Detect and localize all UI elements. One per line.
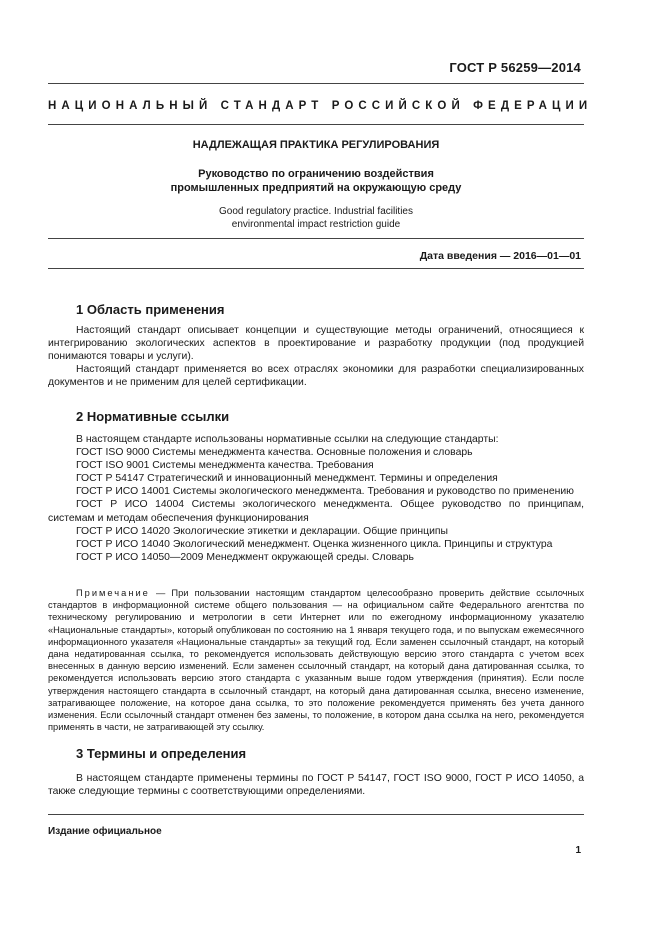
english-title-line: Good regulatory practice. Industrial facilities (219, 206, 413, 217)
page-number: 1 (575, 845, 581, 856)
edition-label: Издание официальное (48, 826, 162, 837)
reference-item: ГОСТ ISO 9001 Системы менеджмента качества. Требования (76, 460, 374, 472)
paragraph: Настоящий стандарт применяется во всех отраслях экономики для разработки специализированных документов и не применим для целей сертификации. (48, 364, 584, 389)
footer-rule (48, 814, 584, 815)
section-2-body (48, 433, 584, 564)
date-rule (48, 268, 584, 269)
reference-item: ГОСТ Р ИСО 14001 Системы экологического менеджмента. Требования и руководство по применению (76, 486, 574, 498)
note-label: Примечание (76, 588, 150, 598)
note-paragraph (48, 587, 584, 733)
title-rule (48, 238, 584, 239)
document-subtitle (48, 167, 584, 195)
reference-item: ГОСТ ISO 9000 Системы менеджмента качества. Основные положения и словарь (76, 447, 473, 459)
paragraph: В настоящем стандарте применены термины по ГОСТ Р 54147, ГОСТ ISO 9000, ГОСТ Р ИСО 14050, а также следующие термины с соответствующими определениями. (48, 773, 584, 798)
header-rule (48, 83, 584, 84)
reference-item: ГОСТ Р ИСО 14050—2009 Менеджмент окружающей среды. Словарь (76, 551, 414, 563)
reference-item: ГОСТ Р ИСО 14004 Системы экологического менеджмента. Общее руководство по принципам, системам и методам обеспечения функционирования (48, 499, 584, 524)
reference-item: ГОСТ Р 54147 Стратегический и инновационный менеджмент. Термины и определения (76, 473, 498, 485)
subtitle-line: промышленных предприятий на окружающую среду (170, 182, 462, 194)
section-1-heading: 1 Область применения (76, 302, 225, 317)
english-title-line: environmental impact restriction guide (231, 219, 401, 230)
reference-item: ГОСТ Р ИСО 14040 Экологический менеджмент. Оценка жизненного цикла. Принципы и структура (76, 538, 553, 550)
document-number: ГОСТ Р 56259—2014 (449, 60, 581, 75)
section-3-body (48, 772, 584, 798)
header-rule-lower (48, 124, 584, 125)
normative-note (48, 587, 584, 733)
national-standard-title: НАЦИОНАЛЬНЫЙ СТАНДАРТ РОССИЙСКОЙ ФЕДЕРАЦИИ (48, 100, 593, 112)
reference-item: ГОСТ Р ИСО 14020 Экологические этикетки и декларации. Общие принципы (76, 525, 448, 537)
document-title: НАДЛЕЖАЩАЯ ПРАКТИКА РЕГУЛИРОВАНИЯ (192, 139, 440, 151)
note-text: — При пользовании настоящим стандартом целесообразно проверить действие ссылочных стандартов в информационной системе общего пользования — на официальном сайте Федерального агентства по техническому регулированию и метрологии в сети Интернет или по ежегодному информационному указателю «Национальные стандарты», который опубликован по состоянию на 1 января текущего года, и по выпускам ежемесячного информационного указателя «Национальные стандарты» за текущий год. Если заменен ссылочный стандарт, на который дана недатированная ссылка, то рекомендуется использовать действующую версию этого стандарта с учетом всех внесенных в данную версию изменений. Если заменен ссылочный стандарт, на который дана датированная ссылка, то рекомендуется использовать версию этого стандарта с указанным выше годом утверждения (принятия). Если после утверждения настоящего стандарта в ссылочный стандарт, на который дана датированная ссылка, внесено изменение, затрагивающее положение, на которое дана ссылка, то это положение рекомендуется применять без учета данного изменения. Если ссылочный стандарт отменен без замены, то положение, в котором дана ссылка на него, рекомендуется применять в части, не затрагивающей эту ссылку. (48, 588, 584, 733)
section-3-heading: 3 Термины и определения (76, 746, 247, 761)
section-1-body (48, 324, 584, 389)
introduction-date: Дата введения — 2016—01—01 (419, 250, 581, 262)
english-title (48, 205, 584, 231)
paragraph: В настоящем стандарте использованы нормативные ссылки на следующие стандарты: (76, 434, 499, 445)
section-2-heading: 2 Нормативные ссылки (76, 409, 230, 424)
subtitle-line: Руководство по ограничению воздействия (198, 168, 434, 180)
paragraph: Настоящий стандарт описывает концепции и существующие методы ограничений, относящиеся к интегрированию экологических аспектов в проектирование и разработку продукции (под продукцией понимаются товары и услуги). (48, 325, 584, 363)
